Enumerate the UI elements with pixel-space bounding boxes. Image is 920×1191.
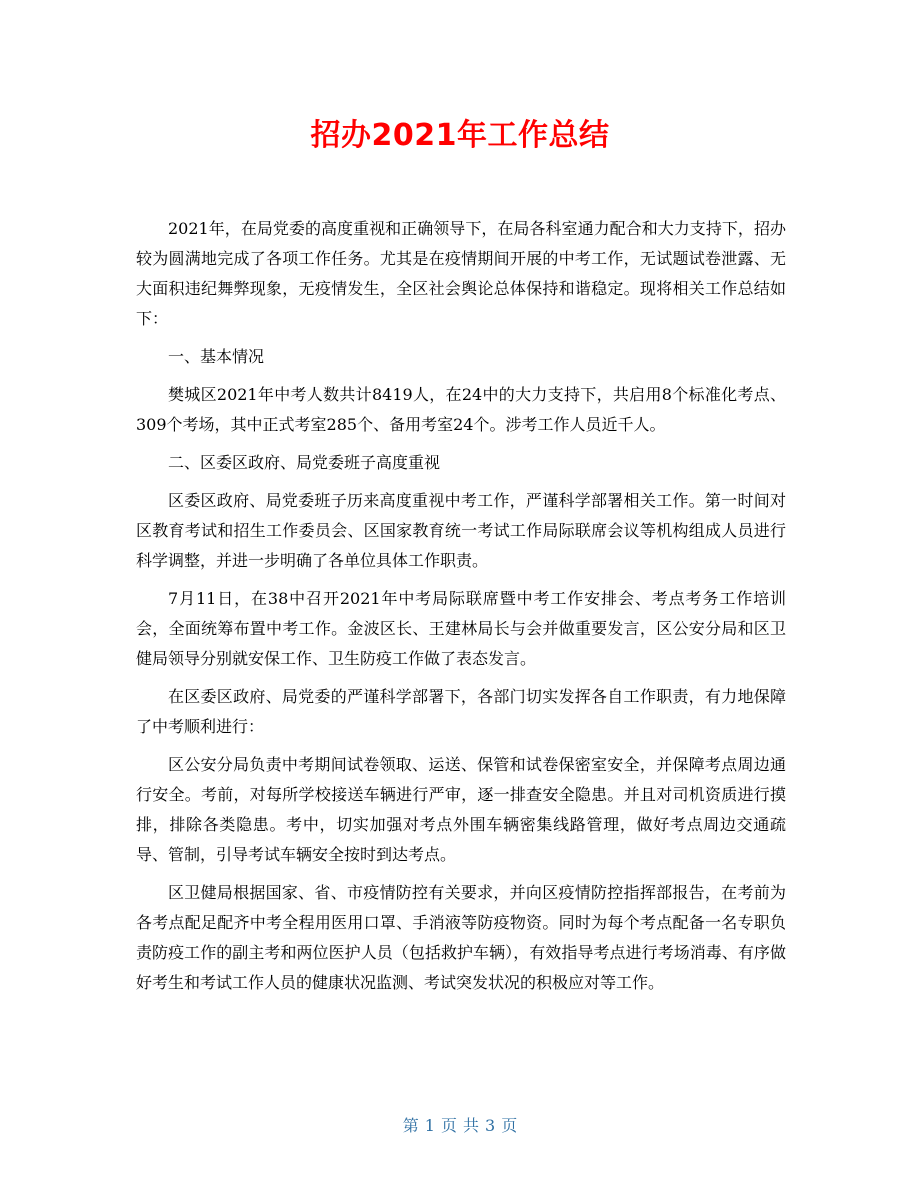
paragraph-meeting: 7月11日，在38中召开2021年中考局际联席暨中考工作安排会、考点考务工作培训会，全面统筹布置中考工作。金波区长、王建林局长与会并做重要发言，区公安分局和区卫健局领导分别就安保工作、卫生防疫工作做了表态发言。 [136,589,786,668]
paragraph-leadership: 区委区政府、局党委班子历来高度重视中考工作，严谨科学部署相关工作。第一时间对区教育考试和招生工作委员会、区国家教育统一考试工作局际联席会议等机构组成人员进行科学调整，并进一步明确了各单位具体工作职责。 [136,491,786,570]
document-body [136,214,786,1006]
footer-total-pages: 3 [485,1116,496,1135]
section-heading-basic: 一、基本情况 [168,347,265,366]
footer-label-page: 第 [402,1116,419,1135]
footer-label-unit: 页 [440,1116,457,1135]
footer-label-unit-2: 页 [501,1116,518,1135]
document-title: 招办2021年工作总结 [310,118,610,153]
paragraph-health: 区卫健局根据国家、省、市疫情防控有关要求，并向区疫情防控指挥部报告，在考前为各考点配足配齐中考全程用医用口罩、手消液等防疫物资。同时为每个考点配备一名专职负责防疫工作的副主考和两位医护人员（包括救护车辆），有效指导考点进行考场消毒、有序做好考生和考试工作人员的健康状况监测、考试突发状况的积极应对等工作。 [136,883,786,992]
paragraph-public-security: 区公安分局负责中考期间试卷领取、运送、保管和试卷保密室安全，并保障考点周边通行安全。考前，对每所学校接送车辆进行严审，逐一排查安全隐患。并且对司机资质进行摸排，排除各类隐患。考中，切实加强对考点外围车辆密集线路管理，做好考点周边交通疏导、管制，引导考试车辆安全按时到达考点。 [136,755,786,864]
paragraph-departments: 在区委区政府、局党委的严谨科学部署下，各部门切实发挥各自工作职责，有力地保障了中考顺利进行： [136,687,786,736]
page-number-footer [0,1114,920,1138]
footer-current-page: 1 [424,1116,435,1135]
section-heading-leadership: 二、区委区政府、局党委班子高度重视 [168,453,441,472]
paragraph-basic-info: 樊城区2021年中考人数共计8419人，在24中的大力支持下，共启用8个标准化考点、309个考场，其中正式考室285个、备用考室24个。涉考工作人员近千人。 [136,385,786,434]
footer-label-total: 共 [463,1116,480,1135]
paragraph-intro: 2021年，在局党委的高度重视和正确领导下，在局各科室通力配合和大力支持下，招办较为圆满地完成了各项工作任务。尤其是在疫情期间开展的中考工作，无试题试卷泄露、无大面积违纪舞弊现象，无疫情发生，全区社会舆论总体保持和谐稳定。现将相关工作总结如下： [136,219,786,328]
